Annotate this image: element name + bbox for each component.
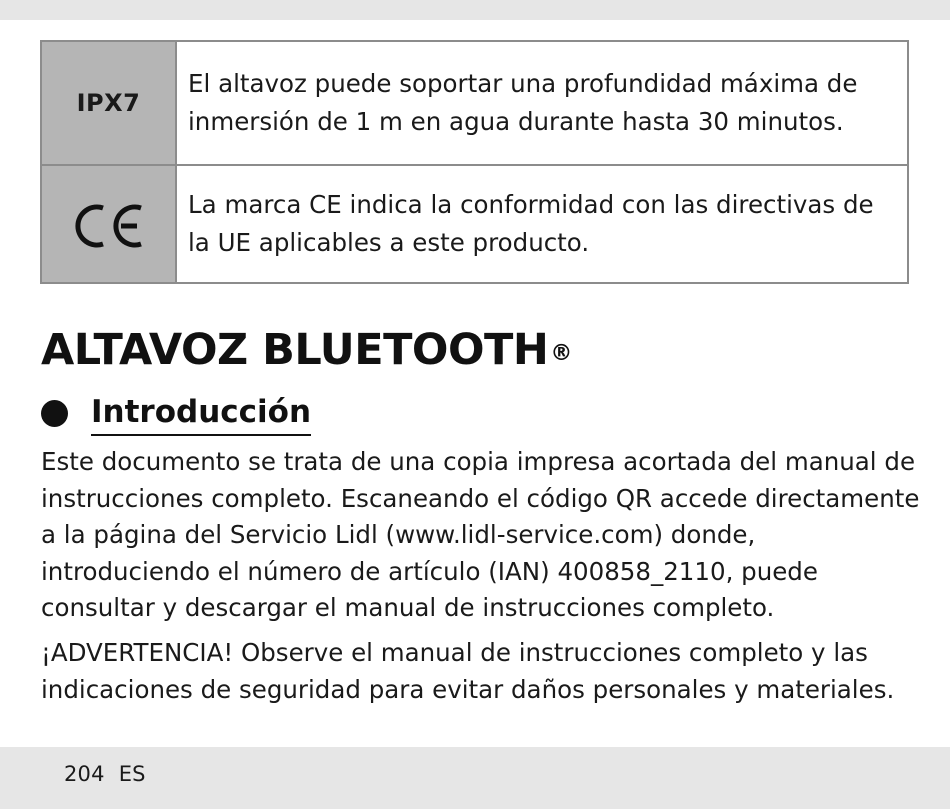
section-title: Introducción <box>91 390 311 436</box>
page-number: 204 <box>64 762 105 786</box>
footer <box>64 762 146 786</box>
table-row <box>41 165 908 283</box>
symbol-description: La marca CE indica la conformidad con las directivas de la UE aplicables a este producto. <box>176 165 908 283</box>
language-code: ES <box>118 762 146 786</box>
symbol-cell <box>41 41 176 165</box>
intro-paragraph: Este documento se trata de una copia impresa acortada del manual de instrucciones completo. Escaneando el código QR accede directamente a la página del Servicio Lidl (www.lidl-service.com) donde, introduciendo el número de artículo (IAN) 400858_2110, puede consultar y descargar el manual de instrucciones completo. <box>41 447 920 622</box>
ipx7-label: IPX7 <box>76 89 141 117</box>
bullet-icon <box>41 400 68 427</box>
symbol-cell <box>41 165 176 283</box>
top-band <box>0 0 950 20</box>
registered-mark: ® <box>550 341 572 366</box>
page-title-text: ALTAVOZ BLUETOOTH <box>41 325 549 375</box>
page-title <box>41 322 572 378</box>
symbol-description: El altavoz puede soportar una profundidad máxima de inmersión de 1 m en agua durante hasta 30 minutos. <box>176 41 908 165</box>
table-row <box>41 41 908 165</box>
symbols-table <box>40 40 909 284</box>
warning-paragraph: ¡ADVERTENCIA! Observe el manual de instrucciones completo y las indicaciones de seguridad para evitar daños personales y materiales. <box>41 638 895 704</box>
ce-mark-icon <box>69 196 149 256</box>
